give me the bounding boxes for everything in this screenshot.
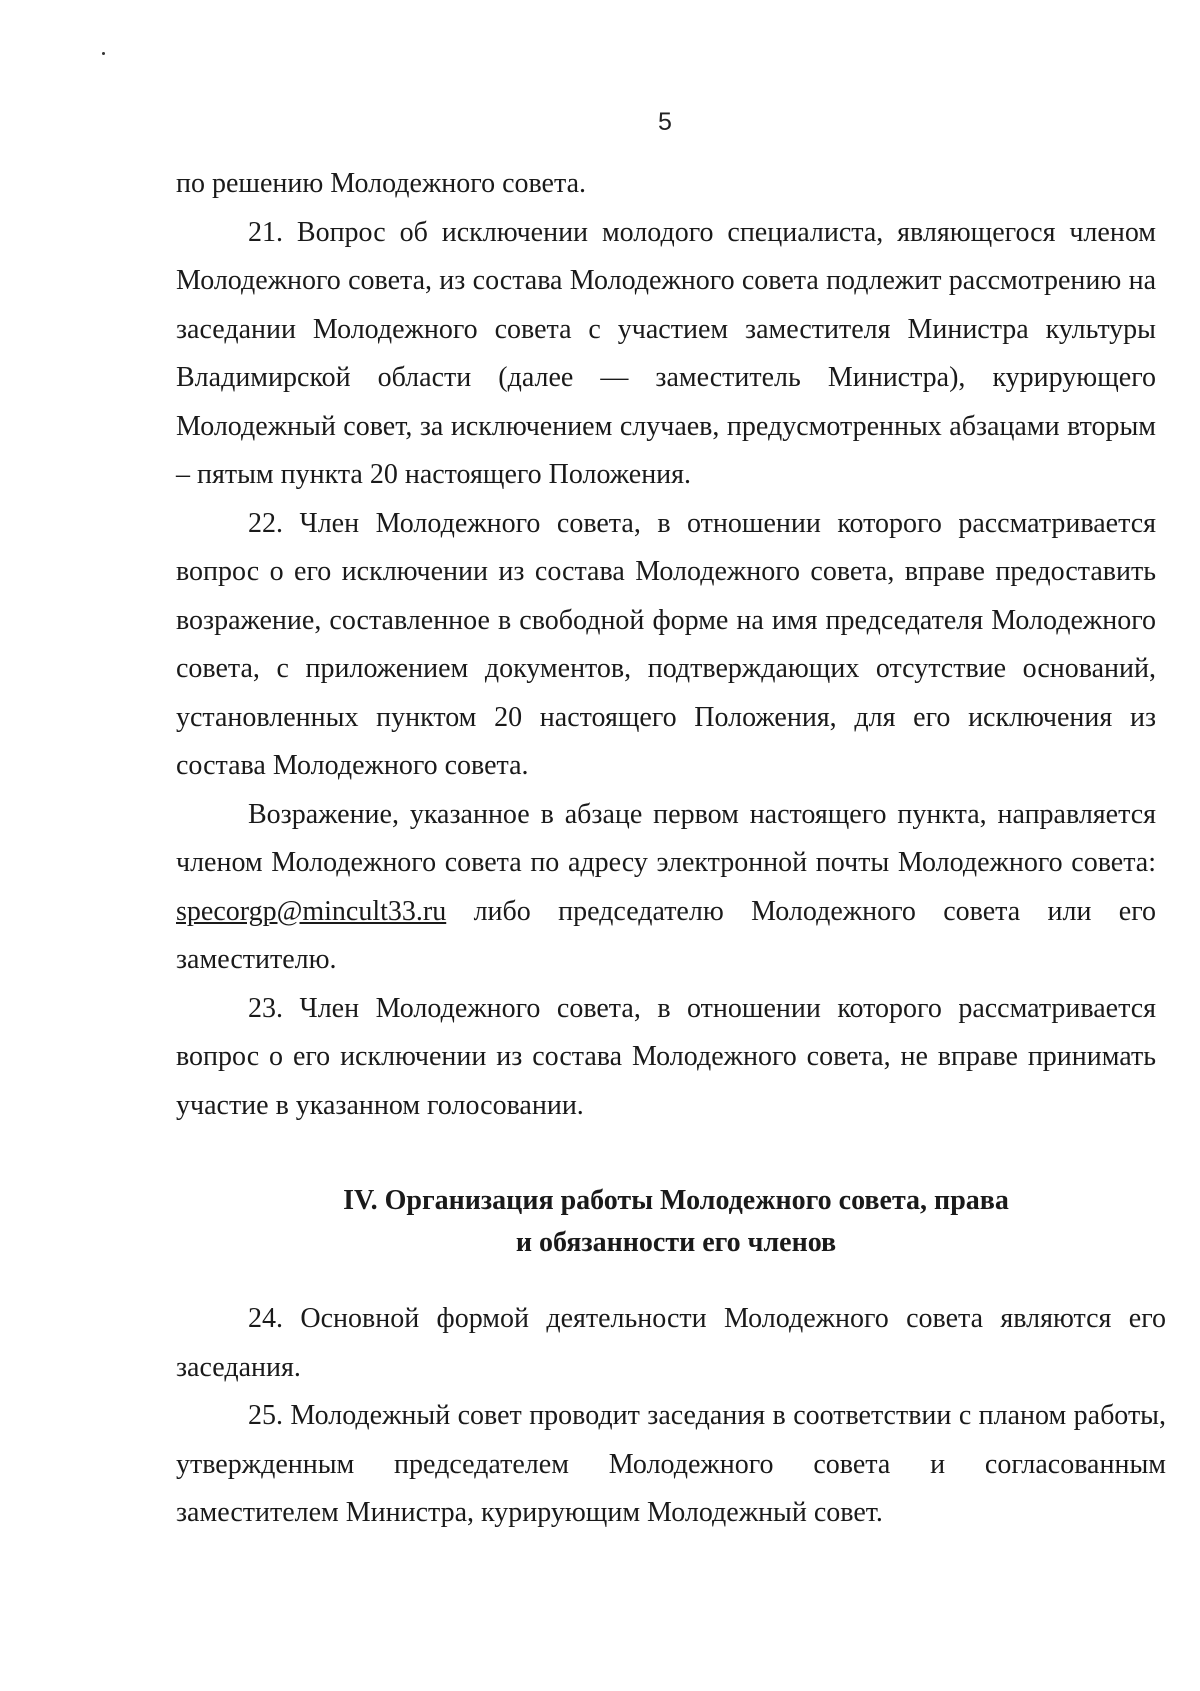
paragraph-23: 23. Член Молодежного совета, в отношении которого рассматривается вопрос о его исключении из состава Молодежного совета, не вправе принимать участие в указанном голосовании.	[176, 992, 1156, 1121]
objection-text-before: Возражение, указанное в абзаце первом настоящего пункта, направляется членом Молодежного совета по адресу электронной почты Молодежного совета:	[176, 798, 1156, 878]
section-heading-line-2: и обязанности его членов	[515, 1227, 837, 1258]
page-number: 5	[658, 108, 672, 136]
objection-text-after: либо председателю Молодежного совета или его заместителю.	[176, 895, 1156, 975]
paragraph-continuation: по решению Молодежного совета.	[176, 168, 586, 199]
paragraph-24: 24. Основной формой деятельности Молодежного совета являются его заседания.	[176, 1303, 1166, 1383]
section-heading	[176, 1180, 1176, 1264]
email-link[interactable]: specorgp@mincult33.ru	[176, 895, 447, 927]
section-heading-line-1: IV. Организация работы Молодежного совета, права	[343, 1185, 1009, 1216]
scan-artifact-dot	[102, 52, 105, 55]
body-text-bottom	[176, 1295, 1166, 1538]
paragraph-21: 21. Вопрос об исключении молодого специалиста, являющегося членом Молодежного совета, из состава Молодежного совета подлежит рассмотрению на заседании Молодежного совета с участием заместителя Министра культуры Владимирской области (далее — заместитель Министра), курирующего Молодежный совет, за исключением случаев, предусмотренных абзацами вторым – пятым пункта 20 настоящего Положения.	[176, 216, 1156, 490]
paragraph-22: 22. Член Молодежного совета, в отношении которого рассматривается вопрос о его исключении из состава Молодежного совета, вправе предоставить возражение, составленное в свободной форме на имя председателя Молодежного совета, с приложением документов, подтверждающих отсутствие оснований, установленных пунктом 20 настоящего Положения, для его исключения из состава Молодежного совета.	[176, 507, 1156, 781]
body-text-top	[176, 160, 1156, 1130]
paragraph-25: 25. Молодежный совет проводит заседания в соответствии с планом работы, утвержденным председателем Молодежного совета и согласованным заместителем Министра, курирующим Молодежный совет.	[176, 1400, 1166, 1528]
paragraph-objection	[176, 791, 1156, 985]
